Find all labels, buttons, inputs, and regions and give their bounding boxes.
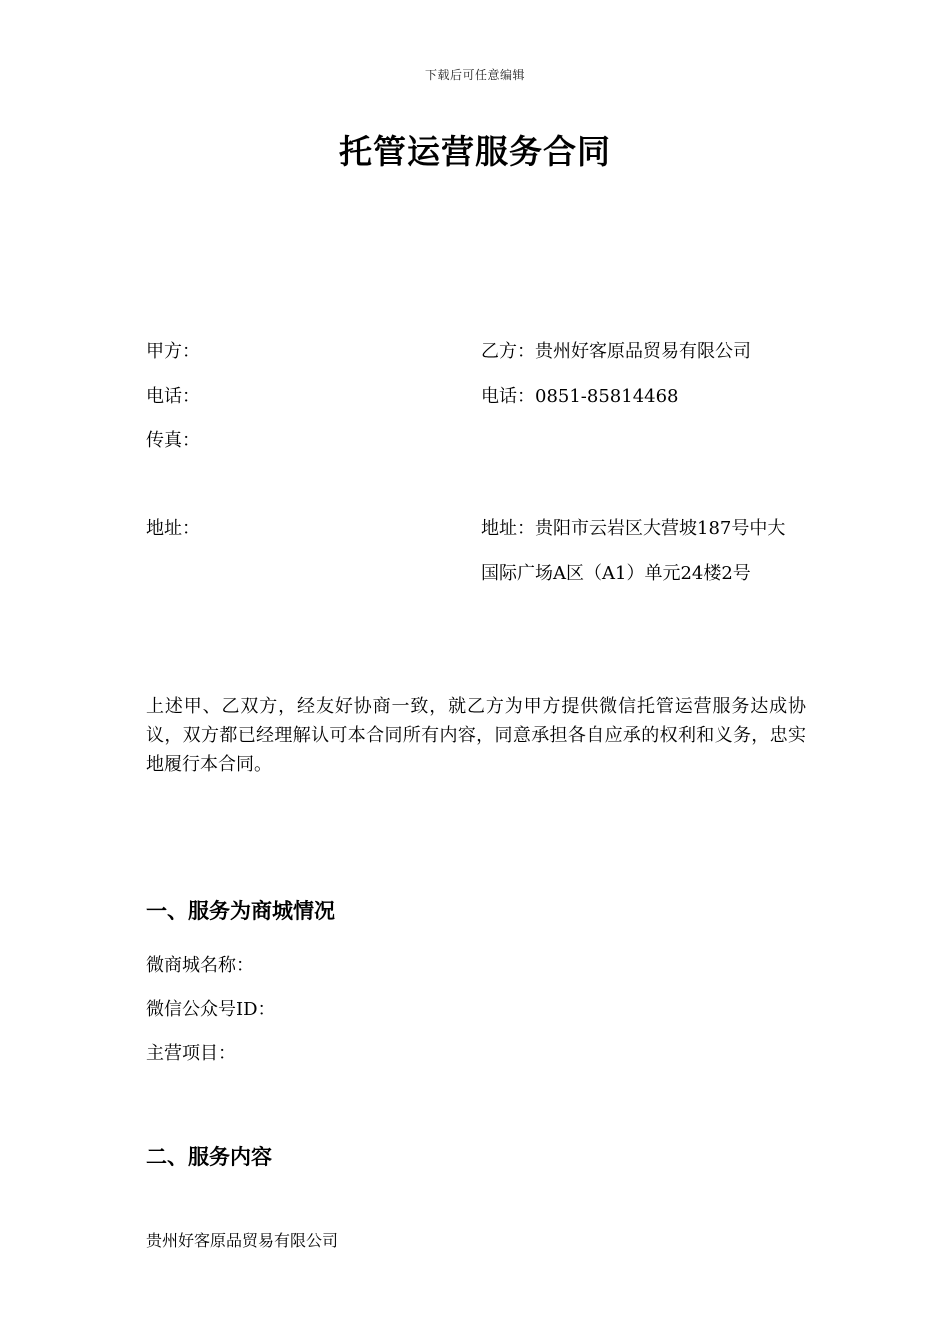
party-b-address-line-2: 国际广场A区（A1）单元24楼2号 — [481, 563, 751, 584]
contract-title: 托管运营服务合同 — [339, 132, 611, 171]
wechat-id-label: 微信公众号ID： — [146, 999, 276, 1020]
section-2-heading: 二、服务内容 — [146, 1145, 272, 1169]
party-a-phone-label: 电话： — [146, 386, 200, 407]
party-b-address-line-1: 地址：贵阳市云岩区大营坡187号中大 — [481, 518, 786, 539]
header-note: 下载后可任意编辑 — [424, 68, 525, 82]
section-1-heading: 一、服务为商城情况 — [146, 899, 335, 923]
party-b-phone: 电话：0851-85814468 — [481, 386, 679, 407]
footer-company-name: 贵州好客原品贸易有限公司 — [146, 1231, 339, 1250]
party-a-label: 甲方： — [146, 341, 200, 362]
agreement-paragraph: 上述甲、乙双方，经友好协商一致，就乙方为甲方提供微信托管运营服务达成协议，双方都已经理解认可本合同所有内容，同意承担各自应承的权利和义务，忠实地履行本合同。 — [146, 696, 806, 775]
party-a-address-label: 地址： — [146, 518, 200, 539]
mall-name-label: 微商城名称： — [146, 955, 254, 976]
party-a-fax-label: 传真： — [146, 430, 200, 451]
main-business-label: 主营项目： — [146, 1043, 236, 1064]
party-b-name: 乙方：贵州好客原品贸易有限公司 — [481, 341, 751, 362]
